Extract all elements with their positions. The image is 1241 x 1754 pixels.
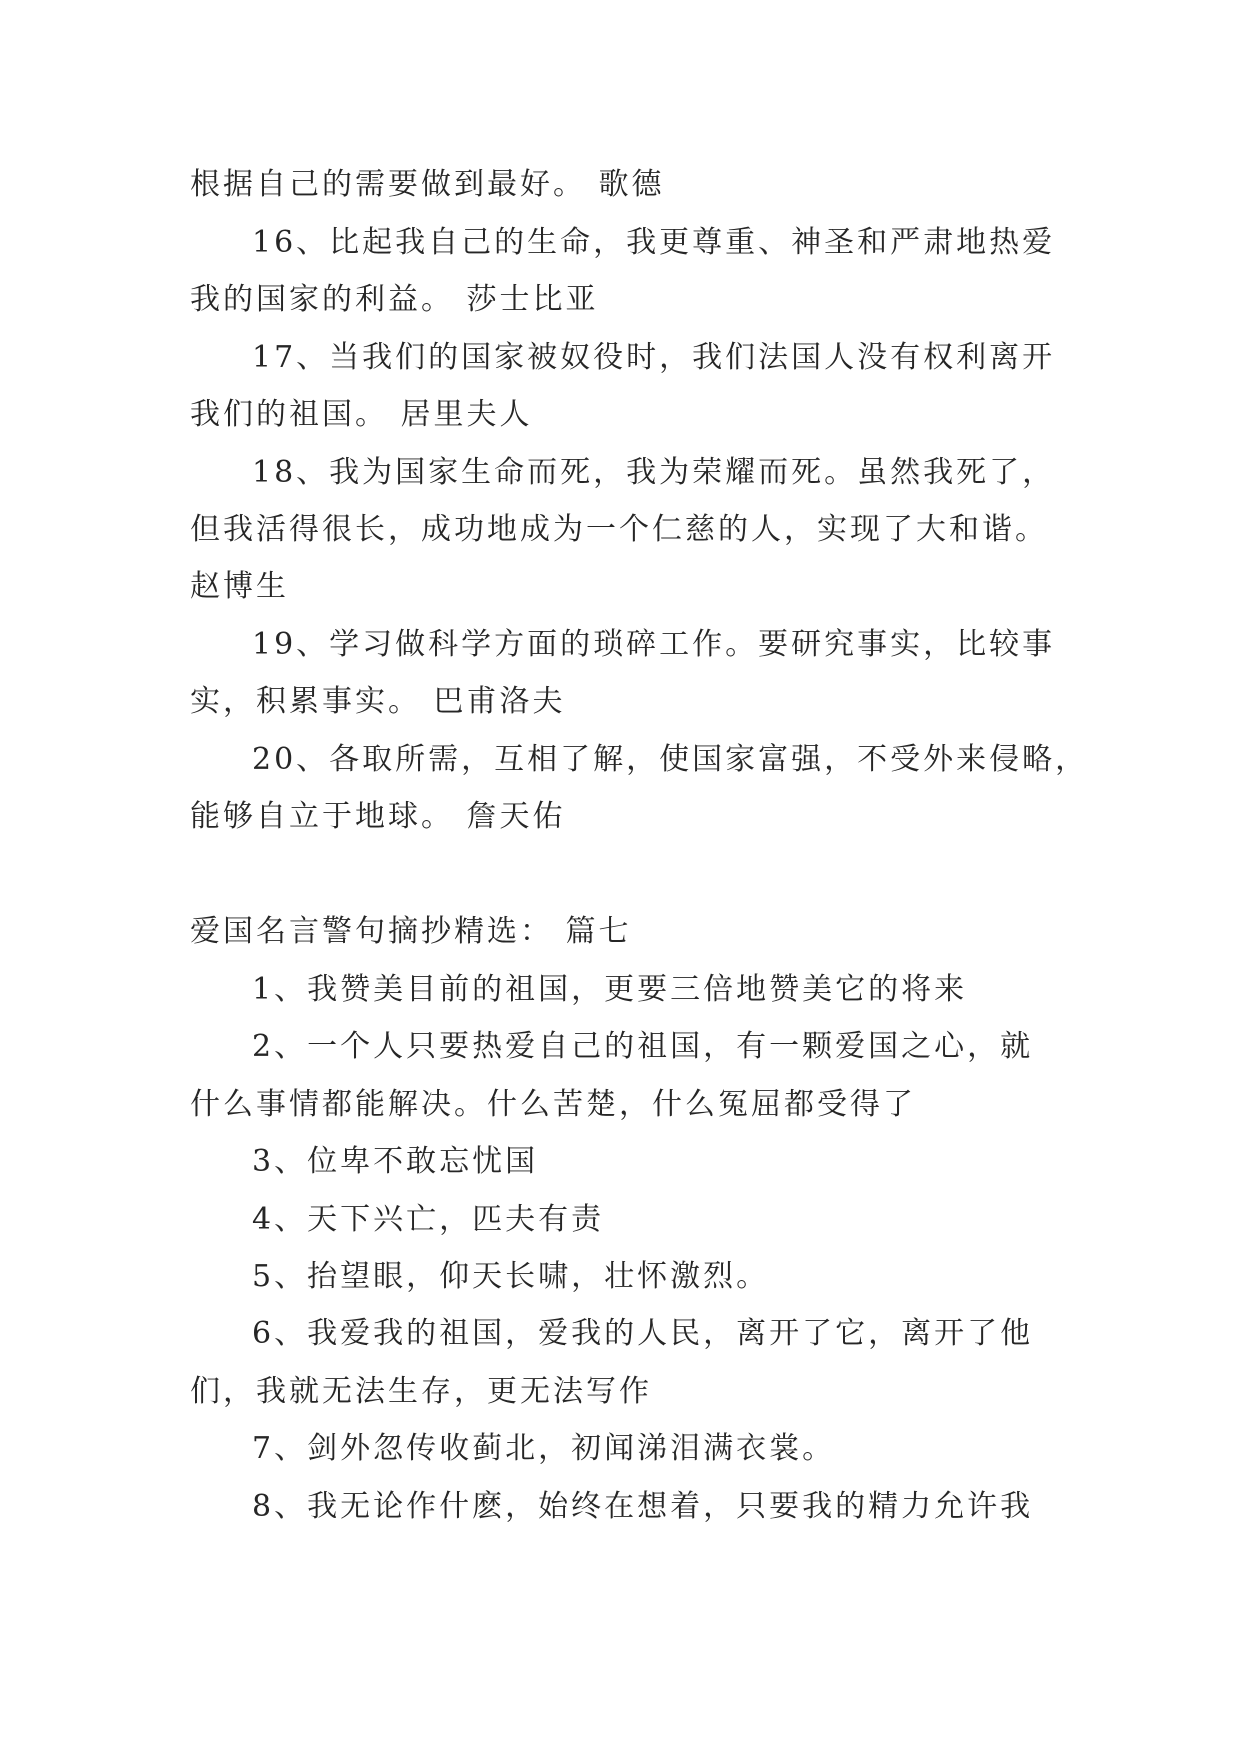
item-4: 4、天下兴亡，匹夫有责: [252, 1202, 605, 1237]
item-6-line-2: 们，我就无法生存，更无法写作: [190, 1374, 652, 1409]
text-line: 根据自己的需要做到最好。 歌德: [190, 167, 665, 202]
item-7: 7、剑外忽传收蓟北，初闻涕泪满衣裳。: [252, 1431, 836, 1466]
quote-17-line-1: 17、当我们的国家被奴役时，我们法国人没有权利离开: [252, 340, 1056, 375]
quote-18-line-1: 18、我为国家生命而死，我为荣耀而死。虽然我死了，: [252, 455, 1056, 490]
item-6-line-1: 6、我爱我的祖国，爱我的人民，离开了它，离开了他: [252, 1316, 1034, 1351]
item-2-line-1: 2、一个人只要热爱自己的祖国，有一颗爱国之心，就: [252, 1029, 1034, 1064]
item-2-line-2: 什么事情都能解决。什么苦楚，什么冤屈都受得了: [190, 1087, 916, 1122]
item-5: 5、抬望眼，仰天长啸，壮怀激烈。: [252, 1259, 770, 1294]
quote-19-line-1: 19、学习做科学方面的琐碎工作。要研究事实，比较事: [252, 627, 1056, 662]
quote-17-line-2: 我们的祖国。 居里夫人: [190, 397, 533, 432]
quote-19-line-2: 实，积累事实。 巴甫洛夫: [190, 684, 566, 719]
item-3: 3、位卑不敢忘忧国: [252, 1144, 539, 1179]
item-8-line-1: 8、我无论作什麽，始终在想着，只要我的精力允许我: [252, 1489, 1034, 1524]
quote-18-line-3: 赵博生: [190, 569, 289, 604]
quote-20-line-2: 能够自立于地球。 詹天佑: [190, 799, 566, 834]
item-1: 1、我赞美目前的祖国，更要三倍地赞美它的将来: [252, 972, 968, 1007]
quote-20-line-1: 20、各取所需，互相了解，使国家富强，不受外来侵略，: [252, 742, 1089, 777]
section-heading: 爱国名言警句摘抄精选： 篇七: [190, 914, 632, 949]
quote-18-line-2: 但我活得很长，成功地成为一个仁慈的人，实现了大和谐。: [190, 512, 1048, 547]
quote-16-line-1: 16、比起我自己的生命，我更尊重、神圣和严肃地热爱: [252, 225, 1056, 260]
quote-16-line-2: 我的国家的利益。 莎士比亚: [190, 282, 599, 317]
